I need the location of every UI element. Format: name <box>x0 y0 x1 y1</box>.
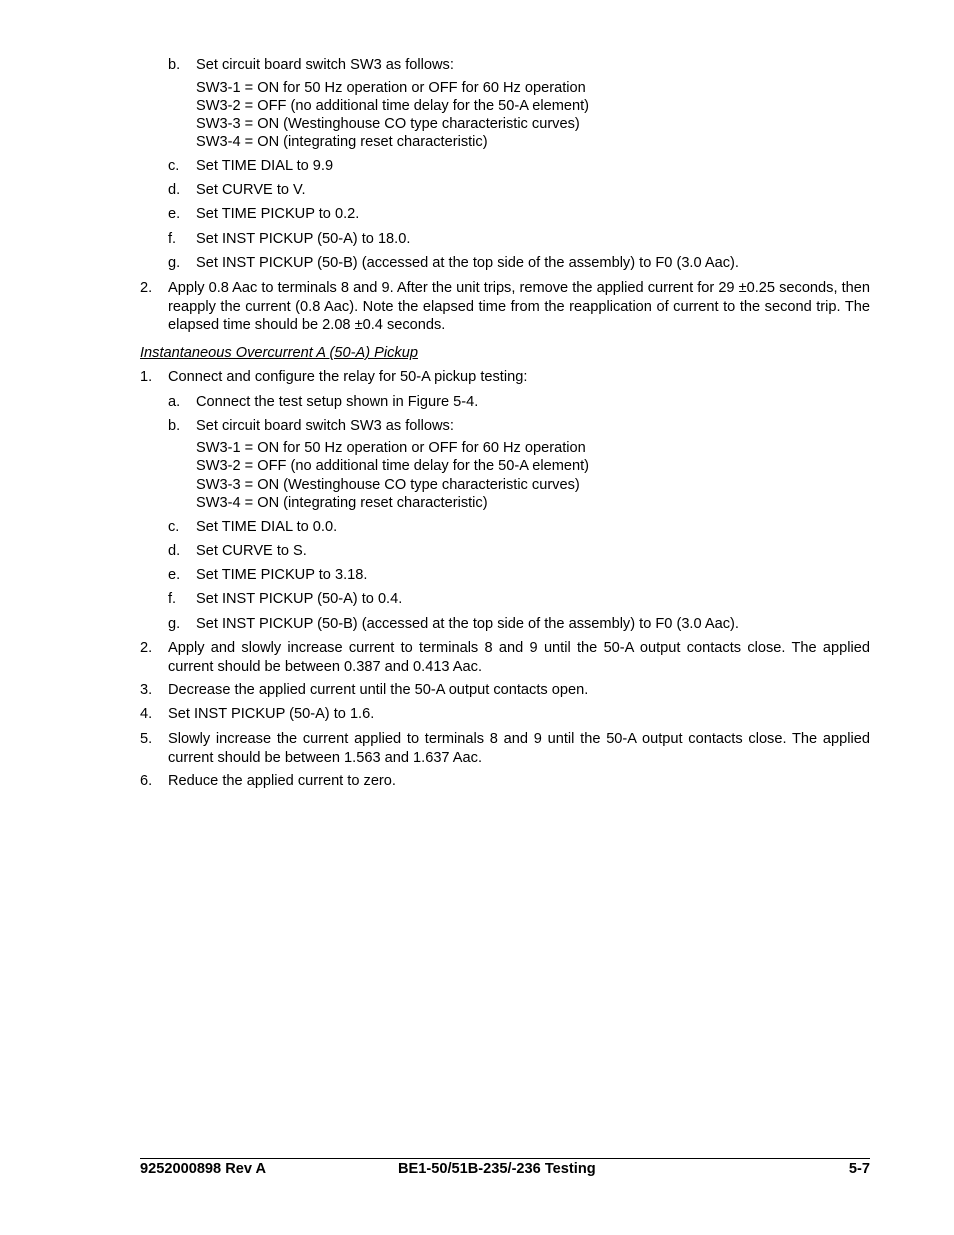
list-item-text: Set TIME DIAL to 0.0. <box>196 519 338 535</box>
list-item-text: Set INST PICKUP (50-B) (accessed at the top side of the assembly) to F0 (3.0 Aac). <box>196 616 739 632</box>
step-text: Set INST PICKUP (50-A) to 1.6. <box>168 706 375 722</box>
list-letter: d. <box>168 182 181 198</box>
step-number: 5. <box>140 731 153 747</box>
list-letter: e. <box>168 567 181 583</box>
switch-setting-line: SW3-3 = ON (Westinghouse CO type characteristic curves) <box>196 116 580 132</box>
list-letter: g. <box>168 616 181 632</box>
footer-title: BE1-50/51B-235/-236 Testing <box>398 1161 596 1177</box>
list-letter: c. <box>168 158 180 174</box>
list-item-text: Set TIME PICKUP to 3.18. <box>196 567 368 583</box>
list-item-text: Set TIME PICKUP to 0.2. <box>196 206 360 222</box>
switch-setting-line: SW3-4 = ON (integrating reset characteristic) <box>196 495 488 511</box>
list-item-text: Set CURVE to S. <box>196 543 307 559</box>
list-item-text: Connect the test setup shown in Figure 5-4. <box>196 394 479 410</box>
step-number: 3. <box>140 682 153 698</box>
step-text: Connect and configure the relay for 50-A pickup testing: <box>168 369 528 385</box>
list-item-text: Set INST PICKUP (50-A) to 0.4. <box>196 591 403 607</box>
list-letter: b. <box>168 57 181 73</box>
step-text: Decrease the applied current until the 50-A output contacts open. <box>168 682 589 698</box>
switch-setting-line: SW3-3 = ON (Westinghouse CO type characteristic curves) <box>196 477 580 493</box>
switch-setting-line: SW3-2 = OFF (no additional time delay for the 50-A element) <box>196 458 589 474</box>
step-text: Reduce the applied current to zero. <box>168 773 396 789</box>
list-letter: g. <box>168 255 181 271</box>
step-number: 1. <box>140 369 153 385</box>
list-letter: e. <box>168 206 181 222</box>
list-item-text: Set circuit board switch SW3 as follows: <box>196 57 454 73</box>
list-letter: b. <box>168 418 181 434</box>
list-letter: f. <box>168 591 177 607</box>
list-letter: a. <box>168 394 181 410</box>
list-letter: f. <box>168 231 177 247</box>
switch-setting-line: SW3-1 = ON for 50 Hz operation or OFF for 60 Hz operation <box>196 80 586 96</box>
list-letter: c. <box>168 519 180 535</box>
footer-divider <box>140 1158 870 1159</box>
step-text: Apply 0.8 Aac to terminals 8 and 9. After the unit trips, remove the applied current for 29 ±0.25 seconds, then reapply the current (0.8 Aac). Note the elapsed time from the reapplication of current to the second trip. The elapsed time should be 2.08 ±0.4 seconds. <box>168 280 870 333</box>
switch-setting-line: SW3-4 = ON (integrating reset characteristic) <box>196 134 488 150</box>
step-text: Apply and slowly increase current to terminals 8 and 9 until the 50-A output contacts close. The applied current should be between 0.387 and 0.413 Aac. <box>168 640 870 675</box>
step-number: 2. <box>140 640 153 656</box>
switch-setting-line: SW3-2 = OFF (no additional time delay for the 50-A element) <box>196 98 589 114</box>
list-item-text: Set TIME DIAL to 9.9 <box>196 158 334 174</box>
list-letter: d. <box>168 543 181 559</box>
footer-page-number: 5-7 <box>848 1161 870 1177</box>
list-item-text: Set CURVE to V. <box>196 182 306 198</box>
list-item-text: Set circuit board switch SW3 as follows: <box>196 418 454 434</box>
step-number: 2. <box>140 280 153 296</box>
step-number: 6. <box>140 773 153 789</box>
section-title: Instantaneous Overcurrent A (50-A) Pickup <box>140 345 418 361</box>
step-text: Slowly increase the current applied to terminals 8 and 9 until the 50-A output contacts close. The applied current should be between 1.563 and 1.637 Aac. <box>168 731 870 766</box>
footer-document-number: 9252000898 Rev A <box>140 1161 267 1177</box>
switch-setting-line: SW3-1 = ON for 50 Hz operation or OFF for 60 Hz operation <box>196 440 586 456</box>
step-number: 4. <box>140 706 153 722</box>
list-item-text: Set INST PICKUP (50-B) (accessed at the top side of the assembly) to F0 (3.0 Aac). <box>196 255 739 271</box>
list-item-text: Set INST PICKUP (50-A) to 18.0. <box>196 231 411 247</box>
